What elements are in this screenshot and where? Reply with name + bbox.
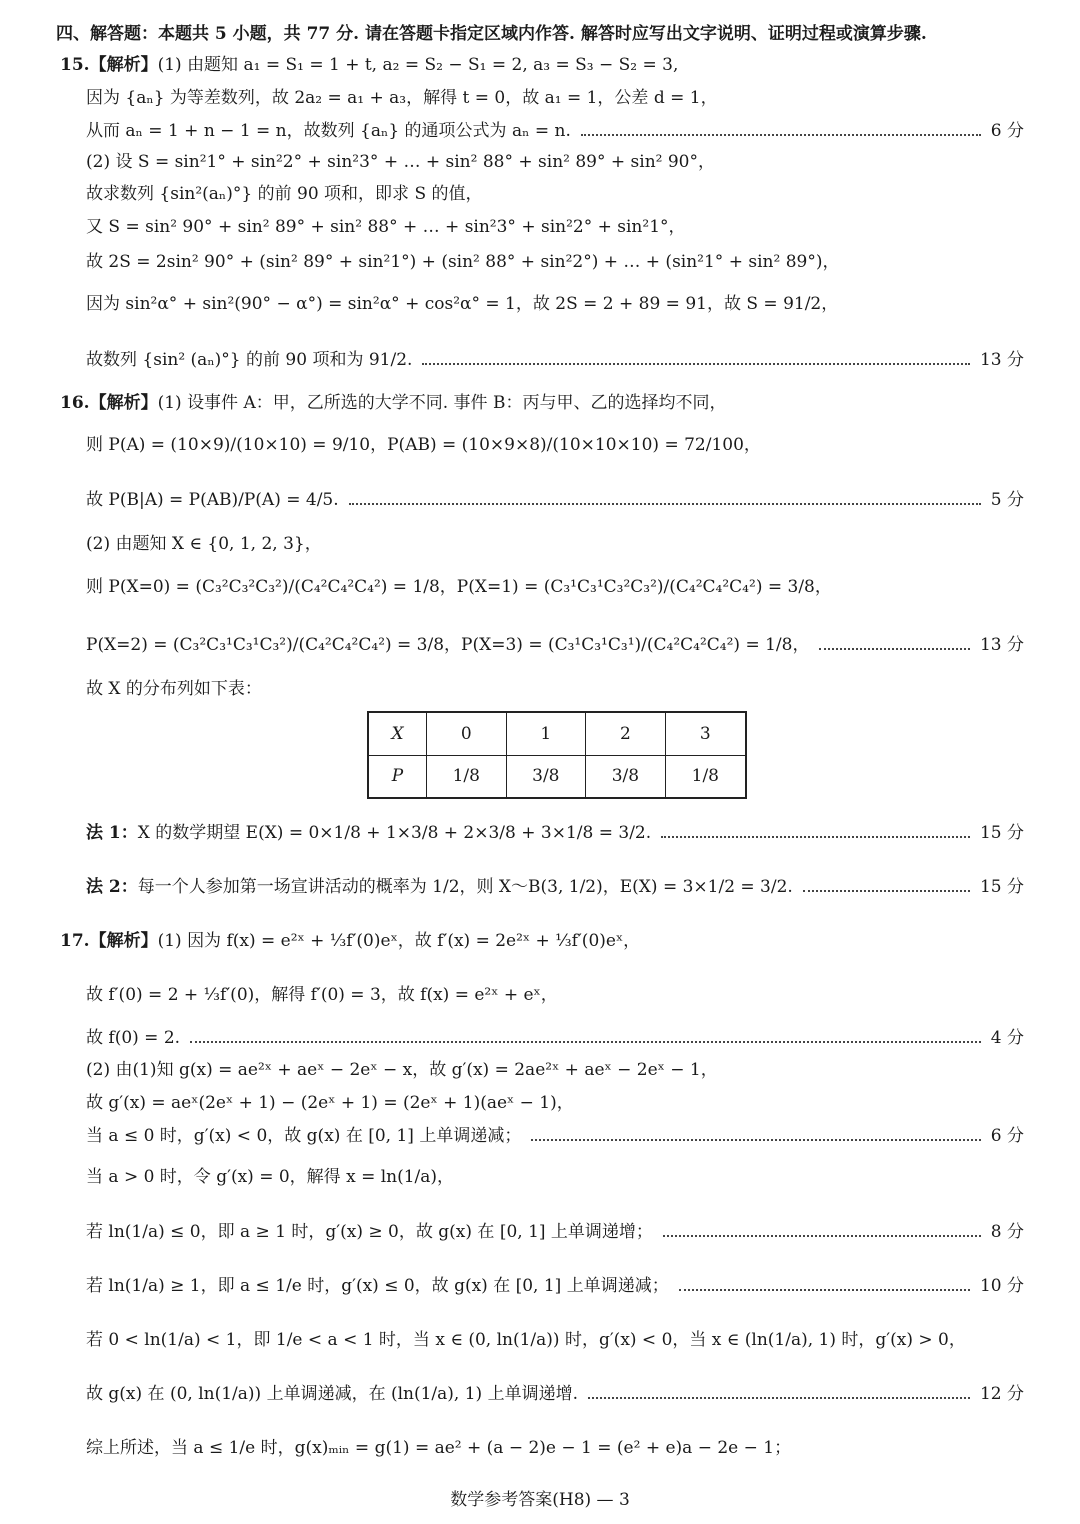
q17-line-11: 故 g(x) 在 (0, ln(1/a)) 上单调递减，在 (ln(1/a), 1) 上单调递增. 12 分 — [86, 1384, 1024, 1404]
q17-line-5: 故 g′(x) = aeˣ(2eˣ + 1) − (2eˣ + 1) = (2eˣ + 1)(aeˣ − 1)， — [86, 1093, 574, 1113]
q17-line-10: 若 0 < ln(1/a) < 1，即 1/e < a < 1 时，当 x ∈ (0, ln(1/a)) 时，g′(x) < 0，当 x ∈ (ln(1/a), 1) 时，g′(x) > 0， — [86, 1330, 966, 1350]
q16-line-7: 故 X 的分布列如下表： — [86, 679, 262, 699]
q16-number: 16.【解析】 — [60, 393, 158, 413]
score-label: 15 分 — [979, 877, 1024, 897]
q17-number: 17.【解析】 — [60, 931, 158, 951]
score-label: 4 分 — [990, 1028, 1024, 1048]
q16-line-1: 16.【解析】(1) 设事件 A：甲，乙所选的大学不同. 事件 B：丙与甲、乙的选择均不同， — [60, 393, 727, 413]
score-label: 5 分 — [990, 490, 1024, 510]
table-cell: 0 — [427, 712, 507, 755]
page-footer: 数学参考答案(H8) — 3 — [450, 1490, 630, 1510]
table-cell: 1 — [506, 712, 586, 755]
q16-line-2: 则 P(A) = (10×9)/(10×10) = 9/10，P(AB) = (10×9×8)/(10×10×10) = 72/100， — [86, 435, 761, 455]
section-header: 四、解答题：本题共 5 小题，共 77 分. 请在答题卡指定区域内作答. 解答时应写出文字说明、证明过程或演算步骤. — [56, 24, 927, 44]
q15-line-3: 从而 aₙ = 1 + n − 1 = n，故数列 {aₙ} 的通项公式为 aₙ = n. 6 分 — [86, 121, 1024, 141]
table-cell: 1/8 — [665, 755, 746, 798]
leader-dots — [349, 503, 981, 505]
leader-dots — [663, 1235, 981, 1237]
table-row — [368, 712, 746, 755]
score-label: 12 分 — [979, 1384, 1024, 1404]
leader-dots — [661, 836, 970, 838]
q15-line-5: 故求数列 {sin²(aₙ)°} 的前 90 项和，即求 S 的值， — [86, 184, 483, 204]
score-label: 15 分 — [979, 823, 1024, 843]
score-label: 13 分 — [979, 350, 1024, 370]
leader-dots — [581, 134, 981, 136]
q16-line-3: 故 P(B|A) = P(AB)/P(A) = 4/5. 5 分 — [86, 490, 1024, 510]
q16-method-2: 法 2：每一个人参加第一场宣讲活动的概率为 1/2，则 X～B(3, 1/2)，E(X) = 3×1/2 = 3/2. 15 分 — [86, 877, 1024, 897]
q16-line-5: 则 P(X=0) = (C₃²C₃²C₃²)/(C₄²C₄²C₄²) = 1/8，P(X=1) = (C₃¹C₃¹C₃²C₃²)/(C₄²C₄²C₄²) = 3/8， — [86, 577, 832, 597]
leader-dots — [190, 1041, 981, 1043]
q17-line-1: 17.【解析】(1) 因为 f(x) = e²ˣ + ⅓f′(0)eˣ，故 f′(x) = 2e²ˣ + ⅓f′(0)eˣ， — [60, 931, 641, 951]
q15-line-8: 因为 sin²α° + sin²(90° − α°) = sin²α° + cos²α° = 1，故 2S = 2 + 89 = 91，故 S = 91/2， — [86, 294, 839, 314]
q15-line-4: (2) 设 S = sin²1° + sin²2° + sin²3° + … + sin² 88° + sin² 89° + sin² 90°， — [86, 152, 715, 172]
table-cell: 3/8 — [506, 755, 586, 798]
q16-method-1: 法 1：X 的数学期望 E(X) = 0×1/8 + 1×3/8 + 2×3/8 + 3×1/8 = 3/2. 15 分 — [86, 823, 1024, 843]
score-label: 6 分 — [990, 121, 1024, 141]
q17-line-6: 当 a ≤ 0 时，g′(x) < 0，故 g(x) 在 [0, 1] 上单调递减； 6 分 — [86, 1126, 1024, 1146]
q17-line-9: 若 ln(1/a) ≥ 1，即 a ≤ 1/e 时，g′(x) ≤ 0，故 g(x) 在 [0, 1] 上单调递减； 10 分 — [86, 1276, 1024, 1296]
q16-line-4: (2) 由题知 X ∈ {0, 1, 2, 3}， — [86, 534, 322, 554]
q16-line-6: P(X=2) = (C₃²C₃¹C₃¹C₃²)/(C₄²C₄²C₄²) = 3/8，P(X=3) = (C₃¹C₃¹C₃¹)/(C₄²C₄²C₄²) = 1/8， 13 分 — [86, 635, 1024, 655]
q15-line-7: 故 2S = 2sin² 90° + (sin² 89° + sin²1°) + (sin² 88° + sin²2°) + … + (sin²1° + sin² 89°)， — [86, 252, 840, 272]
q17-line-3: 故 f(0) = 2. 4 分 — [86, 1028, 1024, 1048]
table-cell: 3/8 — [586, 755, 666, 798]
q17-line-8: 若 ln(1/a) ≤ 0，即 a ≥ 1 时，g′(x) ≥ 0，故 g(x) 在 [0, 1] 上单调递增； 8 分 — [86, 1222, 1024, 1242]
q15-number: 15.【解析】 — [60, 55, 158, 75]
q17-line-12: 综上所述，当 a ≤ 1/e 时，g(x)ₘᵢₙ = g(1) = ae² + (a − 2)e − 1 = (e² + e)a − 2e − 1； — [86, 1438, 792, 1458]
q15-line-9: 故数列 {sin² (aₙ)°} 的前 90 项和为 91/2. 13 分 — [86, 350, 1024, 370]
table-cell: 1/8 — [427, 755, 507, 798]
score-label: 6 分 — [990, 1126, 1024, 1146]
score-label: 10 分 — [979, 1276, 1024, 1296]
table-cell: X — [368, 712, 427, 755]
leader-dots — [803, 890, 970, 892]
score-label: 8 分 — [990, 1222, 1024, 1242]
q17-line-7: 当 a > 0 时，令 g′(x) = 0，解得 x = ln(1/a)， — [86, 1167, 455, 1187]
leader-dots — [588, 1397, 970, 1399]
q15-line-1: 15.【解析】(1) 由题知 a₁ = S₁ = 1 + t, a₂ = S₂ − S₁ = 2, a₃ = S₃ − S₂ = 3, — [60, 55, 679, 75]
table-row — [368, 755, 746, 798]
distribution-table — [367, 711, 747, 799]
table-cell: 2 — [586, 712, 666, 755]
leader-dots — [531, 1139, 980, 1141]
table-cell: P — [368, 755, 427, 798]
q15-line-6: 又 S = sin² 90° + sin² 89° + sin² 88° + … + sin²3° + sin²2° + sin²1°， — [86, 217, 686, 237]
q15-line-2: 因为 {aₙ} 为等差数列，故 2a₂ = a₁ + a₃，解得 t = 0，故 a₁ = 1，公差 d = 1， — [86, 88, 718, 108]
leader-dots — [819, 648, 969, 650]
table-cell: 3 — [665, 712, 746, 755]
score-label: 13 分 — [979, 635, 1024, 655]
q17-line-4: (2) 由(1)知 g(x) = ae²ˣ + aeˣ − 2eˣ − x，故 g′(x) = 2ae²ˣ + aeˣ − 2eˣ − 1， — [86, 1060, 718, 1080]
q17-line-2: 故 f′(0) = 2 + ⅓f′(0)，解得 f′(0) = 3，故 f(x) = e²ˣ + eˣ， — [86, 985, 558, 1005]
leader-dots — [422, 363, 970, 365]
leader-dots — [679, 1289, 970, 1291]
